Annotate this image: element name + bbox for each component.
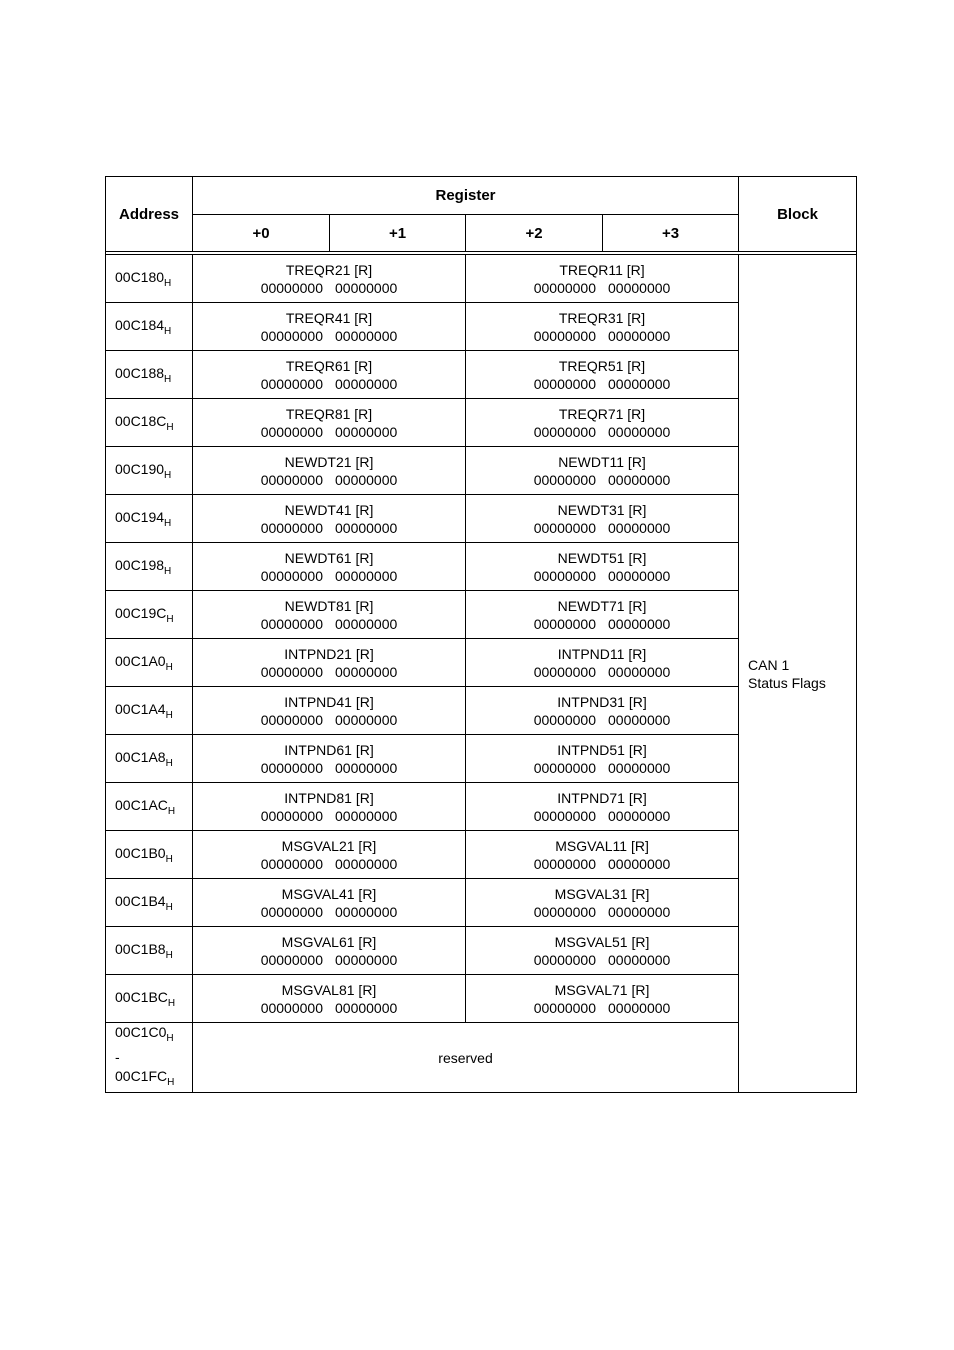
reset-value-high: 00000000 [260, 615, 323, 632]
reset-value-low: 00000000 [608, 903, 671, 920]
register-cell-right [466, 831, 739, 879]
reset-value-high: 00000000 [260, 279, 323, 296]
register-name: MSGVAL11 [R] [555, 837, 649, 854]
address-text: 00C194 [115, 508, 165, 525]
address-range-dash: - [115, 1049, 120, 1065]
register-name: INTPND51 [R] [557, 741, 647, 758]
reset-value-high: 00000000 [533, 999, 597, 1016]
register-reset-values [466, 711, 738, 729]
offset-header-0: +0 [193, 215, 330, 252]
reset-value-low: 00000000 [608, 567, 671, 584]
reset-value-low: 00000000 [335, 807, 398, 824]
register-cell-right [466, 255, 739, 303]
reset-value-low: 00000000 [608, 999, 671, 1016]
address-cell [106, 639, 193, 687]
register-reset-values [193, 855, 465, 873]
reset-value-high: 00000000 [533, 423, 597, 440]
register-cell-left [193, 927, 466, 975]
reset-value-high: 00000000 [260, 999, 323, 1016]
reset-value-high: 00000000 [533, 567, 597, 584]
reset-value-high: 00000000 [260, 327, 323, 344]
address-suffix: H [165, 853, 173, 865]
address-range-end [115, 1067, 192, 1092]
register-reset-values [193, 375, 465, 393]
reset-value-high: 00000000 [260, 951, 323, 968]
register-cell-left [193, 831, 466, 879]
register-name: NEWDT51 [R] [557, 549, 647, 566]
address-suffix: H [164, 325, 172, 337]
address-suffix: H [165, 757, 173, 769]
register-name: NEWDT81 [R] [284, 597, 374, 614]
address-suffix: H [166, 421, 174, 433]
register-reset-values [193, 519, 465, 537]
reset-value-low: 00000000 [608, 279, 671, 296]
register-name: NEWDT11 [R] [558, 453, 646, 470]
reset-value-low: 00000000 [335, 423, 398, 440]
register-cell-left [193, 783, 466, 831]
reset-value-low: 00000000 [335, 759, 398, 776]
register-name: TREQR41 [R] [285, 309, 373, 326]
address-cell [106, 351, 193, 399]
register-cell-left [193, 591, 466, 639]
register-reset-values [466, 279, 738, 297]
register-cell-right [466, 303, 739, 351]
reset-value-low: 00000000 [335, 999, 398, 1016]
register-reset-values [466, 807, 738, 825]
address-suffix: H [164, 277, 172, 289]
address-cell [106, 687, 193, 735]
reset-value-low: 00000000 [608, 519, 671, 536]
register-name: MSGVAL51 [R] [554, 933, 650, 950]
register-cell-left [193, 879, 466, 927]
register-name: INTPND71 [R] [557, 789, 647, 806]
register-reset-values [466, 855, 738, 873]
register-name: TREQR61 [R] [285, 357, 373, 374]
address-text: 00C198 [115, 556, 165, 573]
address-text: 00C1A4 [115, 700, 166, 717]
address-cell [106, 831, 193, 879]
reset-value-high: 00000000 [533, 327, 597, 344]
reset-value-high: 00000000 [260, 903, 323, 920]
register-cell-right [466, 447, 739, 495]
address-text: 00C1B8 [115, 940, 166, 957]
address-text: 00C1BC [115, 988, 168, 1005]
register-name: INTPND31 [R] [557, 693, 647, 710]
reset-value-high: 00000000 [533, 951, 597, 968]
address-cell [106, 879, 193, 927]
reset-value-low: 00000000 [608, 663, 671, 680]
register-reset-values [193, 999, 465, 1017]
reset-value-high: 00000000 [260, 375, 323, 392]
register-cell-left [193, 495, 466, 543]
address-suffix: H [165, 949, 173, 961]
register-cell-right [466, 495, 739, 543]
register-reset-values [466, 663, 738, 681]
reset-value-low: 00000000 [608, 327, 671, 344]
register-cell-left [193, 447, 466, 495]
reset-value-low: 00000000 [335, 375, 398, 392]
reset-value-high: 00000000 [260, 423, 323, 440]
register-reset-values [193, 807, 465, 825]
reset-value-high: 00000000 [533, 615, 597, 632]
reset-value-low: 00000000 [335, 567, 398, 584]
register-cell-right [466, 687, 739, 735]
address-suffix: H [166, 613, 174, 625]
register-name: NEWDT21 [R] [284, 453, 374, 470]
register-name: INTPND11 [R] [557, 645, 647, 662]
reset-value-high: 00000000 [260, 855, 323, 872]
address-suffix: H [167, 805, 176, 817]
register-reset-values [466, 903, 738, 921]
reset-value-low: 00000000 [335, 663, 398, 680]
address-text: 00C18C [115, 412, 167, 429]
address-cell [106, 543, 193, 591]
register-reset-values [466, 615, 738, 633]
reset-value-high: 00000000 [533, 663, 597, 680]
register-cell-left [193, 975, 466, 1023]
register-reset-values [466, 519, 738, 537]
register-reset-values [193, 711, 465, 729]
address-text: 00C1A8 [115, 748, 166, 765]
reset-value-low: 00000000 [335, 855, 398, 872]
address-suffix: H [166, 1033, 174, 1044]
register-cell-right [466, 975, 739, 1023]
register-reset-values [193, 471, 465, 489]
register-name: NEWDT41 [R] [284, 501, 374, 518]
register-name: TREQR31 [R] [558, 309, 646, 326]
reset-value-low: 00000000 [335, 615, 398, 632]
address-range-start [115, 1023, 192, 1048]
register-name: MSGVAL41 [R] [281, 885, 377, 902]
address-text: 00C184 [115, 316, 165, 333]
address-text: 00C1C0 [115, 1024, 167, 1041]
register-cell-right [466, 399, 739, 447]
register-reset-values [466, 327, 738, 345]
address-cell [106, 495, 193, 543]
register-name: MSGVAL71 [R] [554, 981, 650, 998]
reset-value-high: 00000000 [533, 375, 597, 392]
reset-value-low: 00000000 [335, 279, 398, 296]
register-reset-values [193, 327, 465, 345]
register-reset-values [193, 903, 465, 921]
register-cell-right [466, 543, 739, 591]
reset-value-high: 00000000 [533, 759, 597, 776]
address-text: 00C1AC [115, 796, 168, 813]
register-cell-right [466, 351, 739, 399]
address-cell [106, 591, 193, 639]
register-cell-right [466, 639, 739, 687]
register-cell-right [466, 927, 739, 975]
register-cell-left [193, 303, 466, 351]
register-name: NEWDT61 [R] [284, 549, 374, 566]
reset-value-high: 00000000 [260, 663, 323, 680]
offset-header-2: +2 [466, 215, 603, 252]
reset-value-low: 00000000 [608, 807, 671, 824]
register-name: TREQR81 [R] [285, 405, 373, 422]
register-reset-values [193, 759, 465, 777]
register-reset-values [466, 759, 738, 777]
register-reset-values [193, 663, 465, 681]
reset-value-low: 00000000 [608, 711, 671, 728]
reset-value-low: 00000000 [608, 855, 671, 872]
register-cell-left [193, 687, 466, 735]
register-cell-left [193, 543, 466, 591]
address-text: 00C180 [115, 268, 165, 285]
offset-header-3: +3 [603, 215, 739, 252]
reset-value-high: 00000000 [533, 807, 597, 824]
address-suffix: H [164, 565, 172, 577]
register-column-header: Register [193, 177, 739, 215]
register-reset-values [193, 615, 465, 633]
address-suffix: H [165, 709, 173, 721]
address-text: 00C19C [115, 604, 167, 621]
register-name: TREQR71 [R] [558, 405, 646, 422]
reset-value-low: 00000000 [608, 471, 671, 488]
register-reset-values [466, 999, 738, 1017]
register-reset-values [466, 471, 738, 489]
address-suffix: H [167, 1076, 175, 1088]
address-cell [106, 975, 193, 1023]
address-cell [106, 927, 193, 975]
address-suffix: H [164, 517, 172, 529]
address-range-cell [106, 1023, 193, 1093]
register-reset-values [466, 567, 738, 585]
offset-header-1: +1 [330, 215, 466, 252]
reset-value-high: 00000000 [533, 279, 597, 296]
register-map-table [105, 176, 857, 1093]
address-text: 00C1B0 [115, 844, 166, 861]
register-cell-left [193, 399, 466, 447]
block-name: CAN 1 [748, 656, 790, 673]
block-description: Status Flags [748, 674, 826, 691]
reset-value-low: 00000000 [335, 327, 398, 344]
register-reset-values [466, 423, 738, 441]
reset-value-high: 00000000 [260, 759, 323, 776]
register-cell-left [193, 255, 466, 303]
reset-value-high: 00000000 [533, 711, 597, 728]
register-reset-values [193, 279, 465, 297]
register-rows [106, 255, 857, 1093]
address-text: 00C1FC [115, 1068, 168, 1084]
register-reset-values [193, 951, 465, 969]
address-cell [106, 735, 193, 783]
address-suffix: H [164, 469, 172, 481]
address-cell [106, 783, 193, 831]
register-name: INTPND21 [R] [284, 645, 374, 662]
reset-value-high: 00000000 [533, 855, 597, 872]
address-text: 00C1B4 [115, 892, 166, 909]
address-suffix: H [165, 901, 173, 913]
block-cell [739, 255, 857, 1093]
reset-value-low: 00000000 [608, 423, 671, 440]
register-name: MSGVAL21 [R] [281, 837, 377, 854]
address-cell [106, 255, 193, 303]
register-name: NEWDT31 [R] [557, 501, 647, 518]
reset-value-high: 00000000 [533, 471, 597, 488]
register-name: MSGVAL81 [R] [281, 981, 377, 998]
reset-value-high: 00000000 [260, 807, 323, 824]
reset-value-low: 00000000 [608, 759, 671, 776]
reset-value-high: 00000000 [533, 903, 597, 920]
reset-value-high: 00000000 [260, 567, 323, 584]
reset-value-low: 00000000 [608, 375, 671, 392]
register-name: INTPND61 [R] [284, 741, 374, 758]
reset-value-low: 00000000 [335, 951, 398, 968]
reset-value-low: 00000000 [335, 519, 398, 536]
reset-value-low: 00000000 [335, 471, 398, 488]
reserved-cell: reserved [193, 1023, 739, 1093]
register-name: NEWDT71 [R] [557, 597, 647, 614]
reset-value-high: 00000000 [260, 711, 323, 728]
address-column-header: Address [106, 177, 193, 252]
address-suffix: H [167, 997, 176, 1009]
register-name: INTPND81 [R] [284, 789, 374, 806]
address-text: 00C190 [115, 460, 165, 477]
block-column-header: Block [739, 177, 857, 252]
address-suffix: H [165, 661, 173, 673]
register-cell-right [466, 879, 739, 927]
reset-value-low: 00000000 [335, 711, 398, 728]
register-name: TREQR21 [R] [285, 261, 373, 278]
register-reset-values [466, 951, 738, 969]
register-cell-left [193, 639, 466, 687]
address-text: 00C1A0 [115, 652, 166, 669]
register-cell-left [193, 735, 466, 783]
address-cell [106, 303, 193, 351]
register-name: INTPND41 [R] [284, 693, 374, 710]
reset-value-low: 00000000 [335, 903, 398, 920]
reset-value-high: 00000000 [260, 471, 323, 488]
address-suffix: H [164, 373, 172, 385]
table-row [106, 255, 857, 303]
reset-value-low: 00000000 [608, 951, 671, 968]
register-cell-right [466, 591, 739, 639]
address-cell [106, 447, 193, 495]
reset-value-low: 00000000 [608, 615, 671, 632]
register-reset-values [466, 375, 738, 393]
register-reset-values [193, 423, 465, 441]
register-name: TREQR51 [R] [558, 357, 646, 374]
address-cell [106, 399, 193, 447]
reset-value-high: 00000000 [260, 519, 323, 536]
reset-value-high: 00000000 [533, 519, 597, 536]
address-text: 00C188 [115, 364, 165, 381]
register-cell-right [466, 783, 739, 831]
register-name: MSGVAL61 [R] [281, 933, 377, 950]
register-cell-right [466, 735, 739, 783]
register-name: TREQR11 [R] [559, 261, 645, 278]
register-reset-values [193, 567, 465, 585]
register-cell-left [193, 351, 466, 399]
register-name: MSGVAL31 [R] [554, 885, 650, 902]
